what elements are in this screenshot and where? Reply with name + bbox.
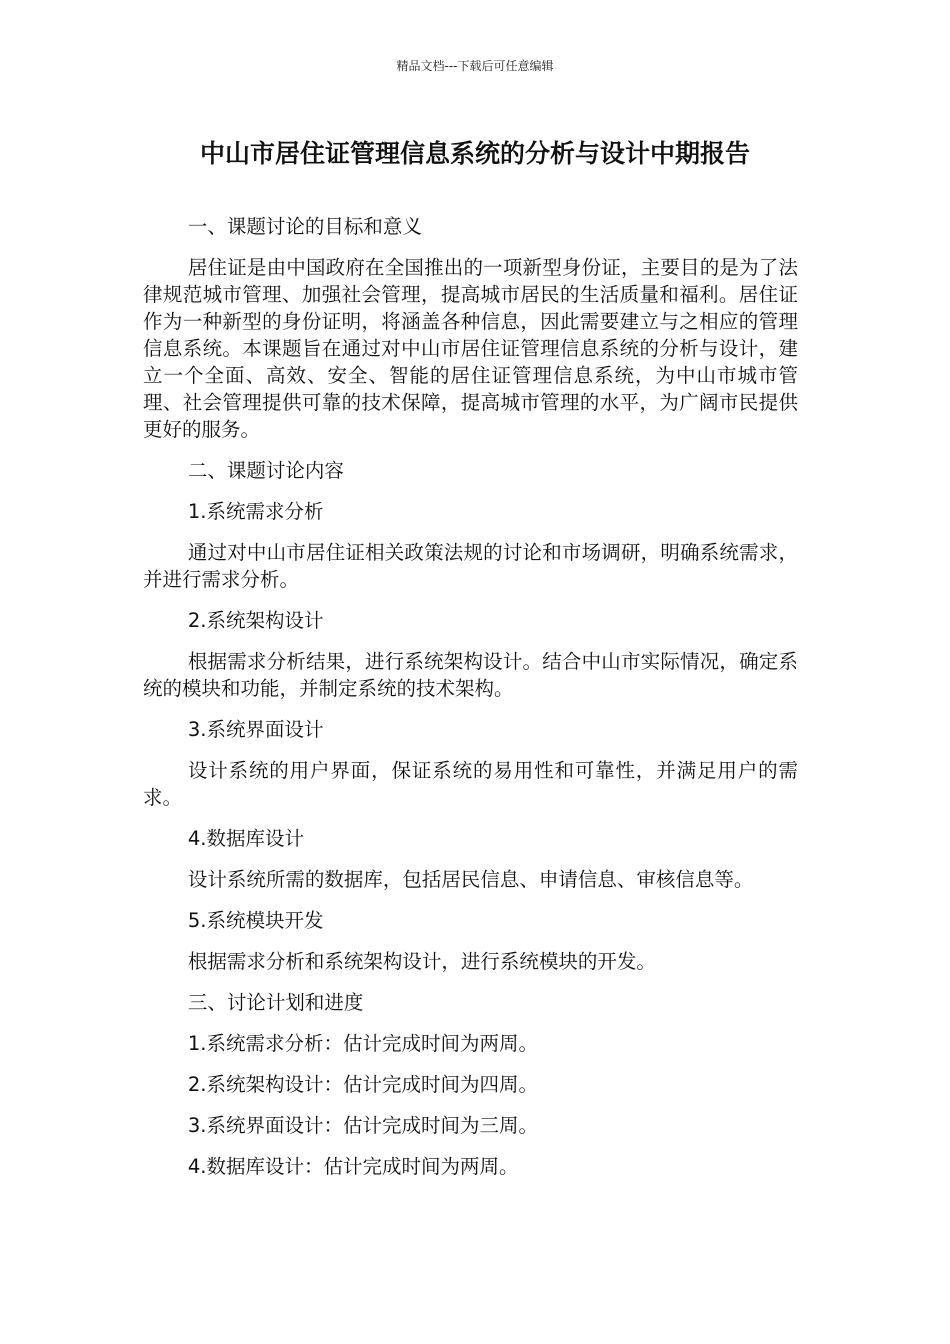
section-heading-content: 二、课题讨论内容 [187,459,344,482]
paragraph-goals: 居住证是由中国政府在全国推出的一项新型身份证，主要目的是为了法律规范城市管理、加强社会管理，提高城市居民的生活质量和福利。居住证作为一种新型的身份证明，将涵盖各种信息，因此需要建立与之相应的管理信息系统。本课题旨在通过对中山市居住证管理信息系统的分析与设计，建立一个全面、高效、安全、智能的居住证管理信息系统，为中山市城市管理、社会管理提供可靠的技术保障，提高城市管理的水平，为广阔市民提供更好的服务。 [143,256,798,441]
plan-item-architecture: 2.系统架构设计：估计完成时间为四周。 [187,1073,538,1096]
paragraph-database: 设计系统所需的数据库，包括居民信息、申请信息、审核信息等。 [187,868,754,891]
subheading-interface: 3.系统界面设计 [187,718,324,741]
plan-item-interface: 3.系统界面设计：估计完成时间为三周。 [187,1114,538,1137]
plan-item-database: 4.数据库设计：估计完成时间为两周。 [187,1155,519,1178]
subheading-requirements: 1.系统需求分析 [187,500,324,523]
paragraph-requirements: 通过对中山市居住证相关政策法规的讨论和市场调研，明确系统需求，并进行需求分析。 [143,541,798,591]
document-body [143,213,798,1194]
paragraph-modules: 根据需求分析和系统架构设计，进行系统模块的开发。 [187,950,656,973]
subheading-architecture: 2.系统架构设计 [187,609,324,632]
paragraph-interface: 设计系统的用户界面，保证系统的易用性和可靠性，并满足用户的需求。 [143,759,798,809]
document-title: 中山市居住证管理信息系统的分析与设计中期报告 [199,139,750,168]
subheading-modules: 5.系统模块开发 [187,909,324,932]
section-heading-plan: 三、讨论计划和进度 [187,991,364,1014]
header-note: 精品文档---下载后可任意编辑 [396,59,554,73]
subheading-database: 4.数据库设计 [187,827,304,850]
section-heading-goals: 一、课题讨论的目标和意义 [187,215,422,238]
plan-item-requirements: 1.系统需求分析：估计完成时间为两周。 [187,1032,538,1055]
paragraph-architecture: 根据需求分析结果，进行系统架构设计。结合中山市实际情况，确定系统的模块和功能，并制定系统的技术架构。 [143,650,798,700]
